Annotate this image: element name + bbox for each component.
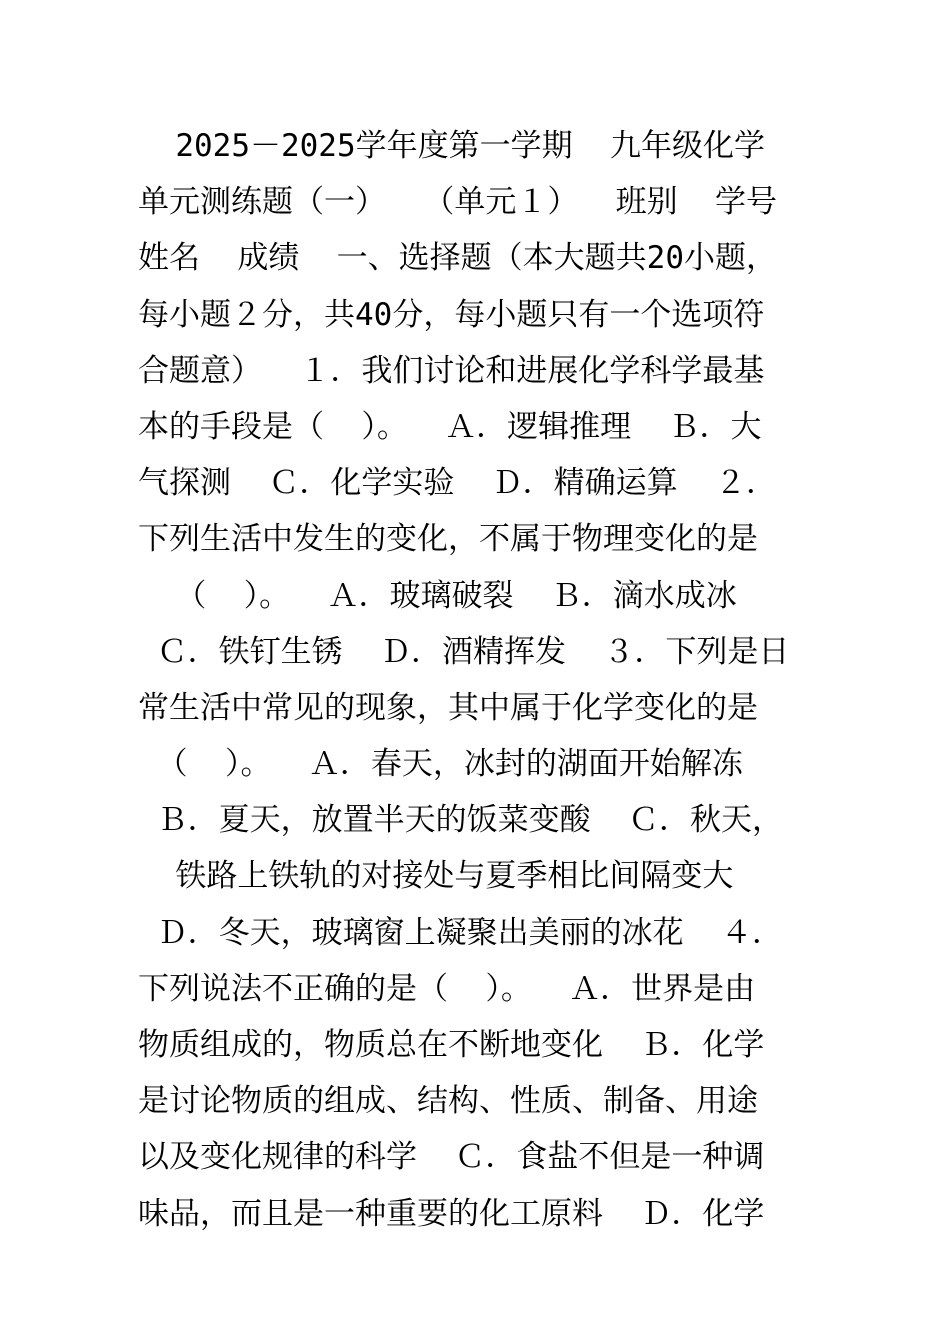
text-line: Ｃ．铁钉生锈 Ｄ．酒精挥发 ３．下列是日 <box>138 633 790 670</box>
text-line: 下列说法不正确的是（ ）。 Ａ．世界是由 <box>138 970 756 1007</box>
text-line: 本的手段是（ ）。 Ａ．逻辑推理 Ｂ．大 <box>138 408 762 445</box>
text-line: 铁路上铁轨的对接处与夏季相比间隔变大 <box>138 858 734 895</box>
text-line: （ ）。 Ａ．春天，冰封的湖面开始解冻 <box>138 746 743 783</box>
text-line: 合题意） １．我们讨论和进展化学科学最基 <box>138 352 765 389</box>
text-line: 2025－2025学年度第一学期 九年级化学 <box>138 128 765 164</box>
text-line: 物质组成的，物质总在不断地变化 Ｂ．化学 <box>138 1027 765 1063</box>
text-line: 以及变化规律的科学 Ｃ．食盐不但是一种调 <box>138 1139 765 1176</box>
text-line: 单元测练题（一） （单元１） 班别 学号 <box>138 184 777 221</box>
text-line: 姓名 成绩 一、选择题（本大题共20小题， <box>138 240 777 277</box>
text-line: 下列生活中发生的变化，不属于物理变化的是 <box>138 521 758 558</box>
text-line: Ｂ．夏天，放置半天的饭菜变酸 Ｃ．秋天， <box>138 802 783 839</box>
text-line: （ ）。 Ａ．玻璃破裂 Ｂ．滴水成冰 <box>138 577 737 614</box>
document-body <box>138 118 818 1242</box>
text-line: 是讨论物质的组成、结构、性质、制备、用途 <box>138 1083 758 1120</box>
text-line: Ｄ．冬天，玻璃窗上凝聚出美丽的冰花 ４． <box>138 914 783 951</box>
text-line: 常生活中常见的现象，其中属于化学变化的是 <box>138 689 758 726</box>
text-line: 每小题２分，共40分，每小题只有一个选项符 <box>138 296 765 333</box>
text-line: 气探测 Ｃ．化学实验 Ｄ．精确运算 ２． <box>138 465 777 502</box>
text-line: 味品，而且是一种重要的化工原料 Ｄ．化学 <box>138 1195 765 1232</box>
